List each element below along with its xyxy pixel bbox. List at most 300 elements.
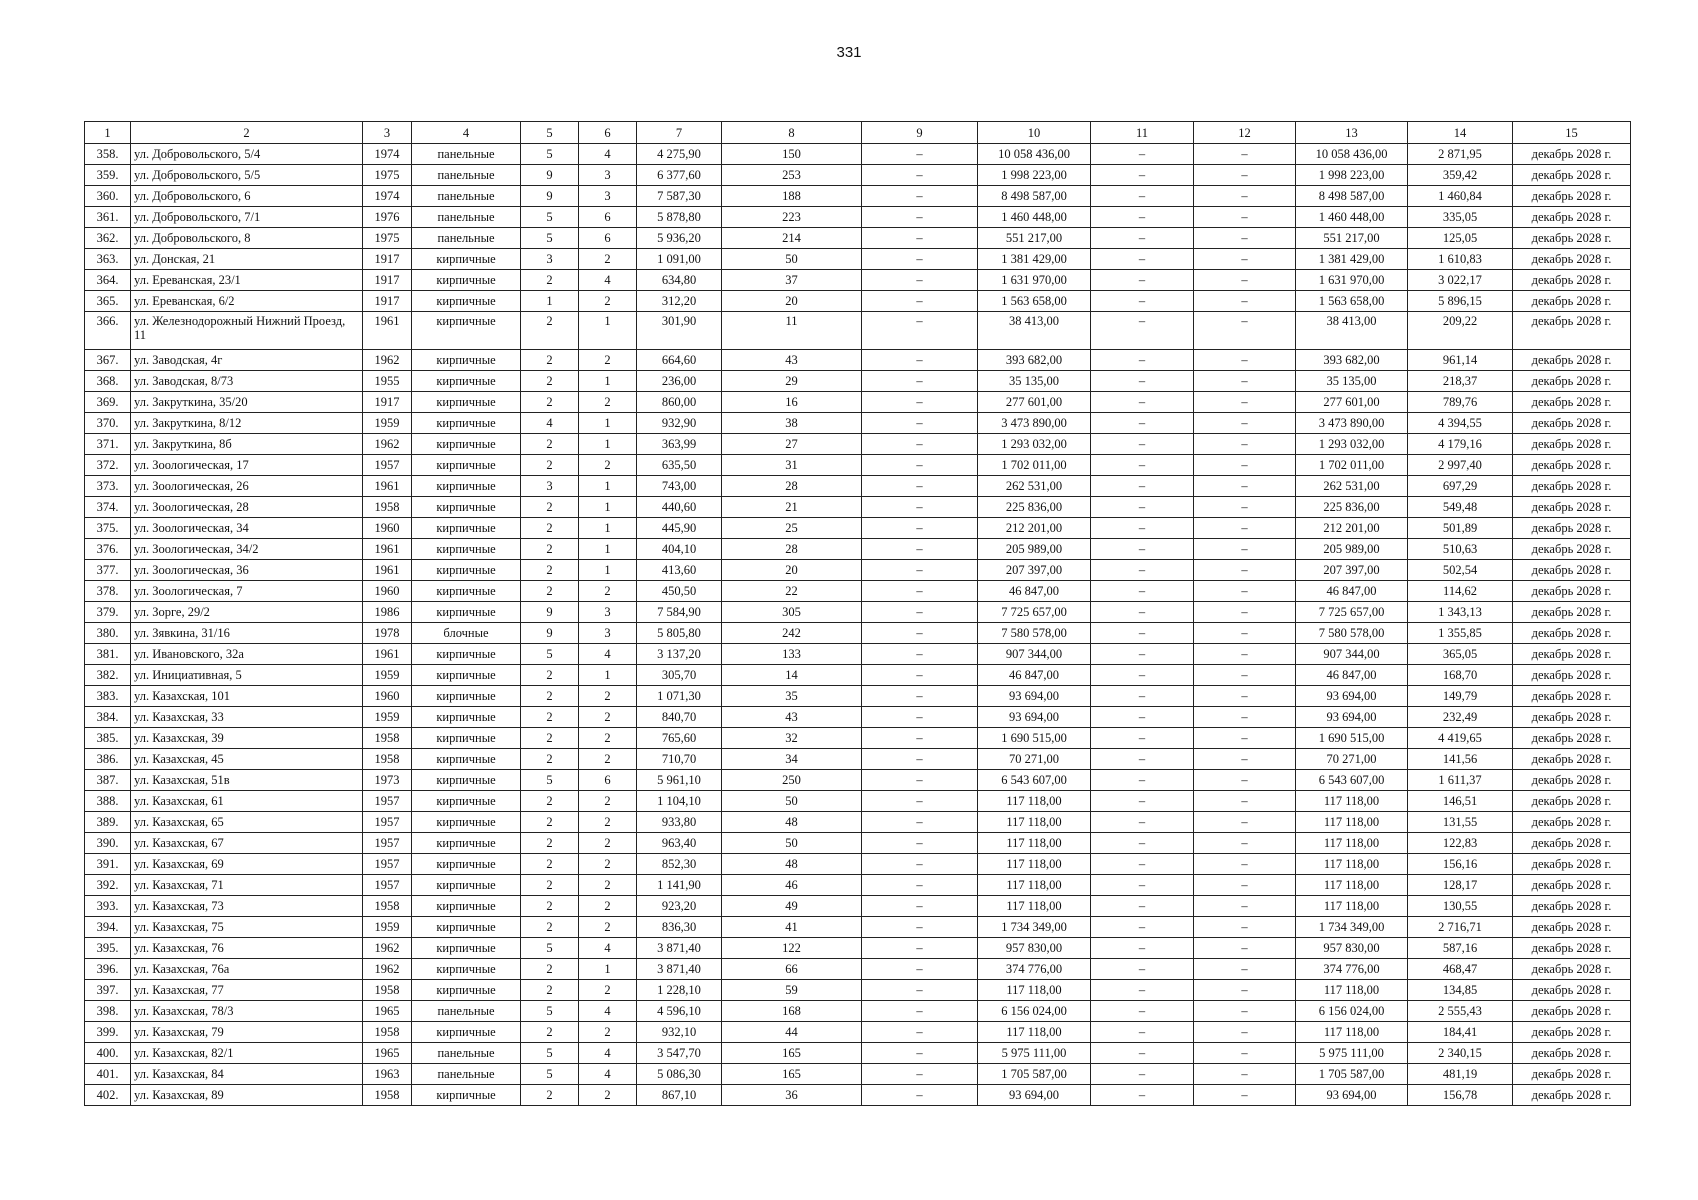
cell-col-11: – (1091, 602, 1194, 623)
cell-residents: 44 (722, 1022, 862, 1043)
cell-total-area: 4 596,10 (637, 1001, 722, 1022)
cell-col-9: – (862, 770, 978, 791)
cell-col-11: – (1091, 1064, 1194, 1085)
cell-floors: 5 (521, 1001, 579, 1022)
cell-col-9: – (862, 207, 978, 228)
cell-deadline: декабрь 2028 г. (1513, 644, 1631, 665)
cell-col-10: 207 397,00 (978, 560, 1091, 581)
cell-floors: 2 (521, 833, 579, 854)
cell-col-13: 393 682,00 (1296, 350, 1408, 371)
cell-address: ул. Казахская, 71 (131, 875, 363, 896)
cell-address: ул. Казахская, 69 (131, 854, 363, 875)
cell-col-10: 551 217,00 (978, 228, 1091, 249)
cell-row-number: 387. (85, 770, 131, 791)
cell-col-10: 93 694,00 (978, 1085, 1091, 1106)
table-row (85, 186, 1631, 207)
cell-year-built: 1917 (363, 291, 412, 312)
cell-col-11: – (1091, 186, 1194, 207)
cell-total-area: 743,00 (637, 476, 722, 497)
cell-col-12: – (1194, 270, 1296, 291)
cell-row-number: 389. (85, 812, 131, 833)
cell-col-14: 3 022,17 (1408, 270, 1513, 291)
cell-total-area: 5 086,30 (637, 1064, 722, 1085)
cell-address: ул. Заводская, 8/73 (131, 371, 363, 392)
cell-address: ул. Казахская, 77 (131, 980, 363, 1001)
cell-residents: 28 (722, 476, 862, 497)
cell-deadline: декабрь 2028 г. (1513, 350, 1631, 371)
cell-floors: 2 (521, 434, 579, 455)
cell-wall-material: кирпичные (412, 497, 521, 518)
cell-residents: 35 (722, 686, 862, 707)
cell-year-built: 1957 (363, 791, 412, 812)
cell-col-10: 1 631 970,00 (978, 270, 1091, 291)
cell-entrances: 1 (579, 665, 637, 686)
cell-entrances: 2 (579, 917, 637, 938)
cell-col-13: 117 118,00 (1296, 896, 1408, 917)
cell-deadline: декабрь 2028 г. (1513, 144, 1631, 165)
cell-entrances: 2 (579, 812, 637, 833)
cell-floors: 2 (521, 392, 579, 413)
cell-col-12: – (1194, 560, 1296, 581)
cell-year-built: 1917 (363, 392, 412, 413)
cell-col-10: 117 118,00 (978, 854, 1091, 875)
cell-wall-material: кирпичные (412, 312, 521, 350)
cell-entrances: 1 (579, 434, 637, 455)
cell-entrances: 3 (579, 602, 637, 623)
cell-floors: 2 (521, 791, 579, 812)
cell-residents: 66 (722, 959, 862, 980)
cell-col-13: 1 381 429,00 (1296, 249, 1408, 270)
cell-col-10: 277 601,00 (978, 392, 1091, 413)
cell-year-built: 1974 (363, 186, 412, 207)
cell-floors: 3 (521, 249, 579, 270)
cell-col-13: 551 217,00 (1296, 228, 1408, 249)
cell-col-12: – (1194, 249, 1296, 270)
cell-residents: 31 (722, 455, 862, 476)
cell-total-area: 710,70 (637, 749, 722, 770)
cell-col-11: – (1091, 270, 1194, 291)
cell-col-13: 8 498 587,00 (1296, 186, 1408, 207)
cell-address: ул. Казахская, 61 (131, 791, 363, 812)
cell-entrances: 6 (579, 207, 637, 228)
column-header-2: 2 (131, 122, 363, 144)
cell-deadline: декабрь 2028 г. (1513, 1085, 1631, 1106)
cell-deadline: декабрь 2028 г. (1513, 207, 1631, 228)
cell-total-area: 3 871,40 (637, 959, 722, 980)
cell-residents: 214 (722, 228, 862, 249)
column-header-7: 7 (637, 122, 722, 144)
cell-year-built: 1962 (363, 938, 412, 959)
cell-col-12: – (1194, 165, 1296, 186)
cell-col-11: – (1091, 665, 1194, 686)
cell-col-12: – (1194, 875, 1296, 896)
cell-col-9: – (862, 270, 978, 291)
cell-col-13: 117 118,00 (1296, 980, 1408, 1001)
cell-col-9: – (862, 476, 978, 497)
cell-total-area: 634,80 (637, 270, 722, 291)
cell-col-14: 501,89 (1408, 518, 1513, 539)
cell-row-number: 401. (85, 1064, 131, 1085)
cell-col-14: 2 340,15 (1408, 1043, 1513, 1064)
cell-year-built: 1976 (363, 207, 412, 228)
cell-deadline: декабрь 2028 г. (1513, 539, 1631, 560)
cell-floors: 5 (521, 144, 579, 165)
cell-wall-material: панельные (412, 1001, 521, 1022)
table-row (85, 581, 1631, 602)
cell-floors: 5 (521, 1064, 579, 1085)
cell-entrances: 2 (579, 1085, 637, 1106)
cell-col-13: 117 118,00 (1296, 833, 1408, 854)
cell-col-14: 549,48 (1408, 497, 1513, 518)
cell-col-9: – (862, 350, 978, 371)
cell-col-14: 2 871,95 (1408, 144, 1513, 165)
cell-wall-material: панельные (412, 186, 521, 207)
cell-col-14: 122,83 (1408, 833, 1513, 854)
table-row (85, 770, 1631, 791)
cell-deadline: декабрь 2028 г. (1513, 455, 1631, 476)
cell-total-area: 3 871,40 (637, 938, 722, 959)
cell-col-13: 225 836,00 (1296, 497, 1408, 518)
cell-address: ул. Добровольского, 7/1 (131, 207, 363, 228)
cell-entrances: 4 (579, 144, 637, 165)
cell-entrances: 2 (579, 749, 637, 770)
cell-col-13: 46 847,00 (1296, 665, 1408, 686)
cell-col-12: – (1194, 1085, 1296, 1106)
cell-col-13: 93 694,00 (1296, 686, 1408, 707)
cell-col-9: – (862, 959, 978, 980)
cell-col-13: 7 580 578,00 (1296, 623, 1408, 644)
cell-year-built: 1973 (363, 770, 412, 791)
cell-floors: 3 (521, 476, 579, 497)
cell-deadline: декабрь 2028 г. (1513, 665, 1631, 686)
cell-col-9: – (862, 665, 978, 686)
cell-col-14: 156,16 (1408, 854, 1513, 875)
cell-col-14: 232,49 (1408, 707, 1513, 728)
cell-wall-material: панельные (412, 1064, 521, 1085)
cell-year-built: 1958 (363, 1022, 412, 1043)
cell-deadline: декабрь 2028 г. (1513, 602, 1631, 623)
cell-total-area: 963,40 (637, 833, 722, 854)
cell-wall-material: кирпичные (412, 875, 521, 896)
cell-address: ул. Добровольского, 6 (131, 186, 363, 207)
cell-deadline: декабрь 2028 г. (1513, 1001, 1631, 1022)
cell-year-built: 1917 (363, 270, 412, 291)
cell-entrances: 2 (579, 707, 637, 728)
cell-col-10: 1 563 658,00 (978, 291, 1091, 312)
cell-deadline: декабрь 2028 г. (1513, 812, 1631, 833)
cell-floors: 9 (521, 602, 579, 623)
cell-col-10: 35 135,00 (978, 371, 1091, 392)
cell-col-13: 46 847,00 (1296, 581, 1408, 602)
cell-address: ул. Казахская, 65 (131, 812, 363, 833)
cell-col-10: 117 118,00 (978, 896, 1091, 917)
cell-col-14: 468,47 (1408, 959, 1513, 980)
cell-col-14: 2 555,43 (1408, 1001, 1513, 1022)
cell-deadline: декабрь 2028 г. (1513, 980, 1631, 1001)
cell-entrances: 2 (579, 249, 637, 270)
cell-col-10: 7 580 578,00 (978, 623, 1091, 644)
cell-address: ул. Добровольского, 5/5 (131, 165, 363, 186)
table-row (85, 917, 1631, 938)
cell-col-11: – (1091, 833, 1194, 854)
cell-row-number: 385. (85, 728, 131, 749)
cell-col-14: 2 997,40 (1408, 455, 1513, 476)
cell-col-14: 4 179,16 (1408, 434, 1513, 455)
cell-entrances: 1 (579, 959, 637, 980)
cell-residents: 34 (722, 749, 862, 770)
cell-col-9: – (862, 791, 978, 812)
cell-col-9: – (862, 228, 978, 249)
cell-total-area: 860,00 (637, 392, 722, 413)
cell-residents: 48 (722, 854, 862, 875)
cell-deadline: декабрь 2028 г. (1513, 1022, 1631, 1043)
cell-row-number: 361. (85, 207, 131, 228)
cell-col-13: 1 705 587,00 (1296, 1064, 1408, 1085)
cell-total-area: 932,10 (637, 1022, 722, 1043)
cell-row-number: 390. (85, 833, 131, 854)
cell-col-12: – (1194, 1064, 1296, 1085)
table-row (85, 1085, 1631, 1106)
cell-col-9: – (862, 854, 978, 875)
cell-col-9: – (862, 1022, 978, 1043)
cell-floors: 2 (521, 980, 579, 1001)
cell-col-12: – (1194, 602, 1296, 623)
cell-address: ул. Казахская, 79 (131, 1022, 363, 1043)
table-row (85, 1022, 1631, 1043)
cell-residents: 188 (722, 186, 862, 207)
column-header-14: 14 (1408, 122, 1513, 144)
cell-col-13: 374 776,00 (1296, 959, 1408, 980)
cell-col-12: – (1194, 749, 1296, 770)
cell-col-11: – (1091, 350, 1194, 371)
cell-entrances: 2 (579, 854, 637, 875)
table-row (85, 938, 1631, 959)
cell-col-11: – (1091, 581, 1194, 602)
cell-col-14: 1 460,84 (1408, 186, 1513, 207)
cell-row-number: 367. (85, 350, 131, 371)
cell-row-number: 368. (85, 371, 131, 392)
cell-col-12: – (1194, 644, 1296, 665)
cell-total-area: 440,60 (637, 497, 722, 518)
cell-floors: 2 (521, 854, 579, 875)
cell-col-10: 1 734 349,00 (978, 917, 1091, 938)
cell-floors: 2 (521, 497, 579, 518)
table-row (85, 392, 1631, 413)
table-row (85, 875, 1631, 896)
cell-col-13: 6 543 607,00 (1296, 770, 1408, 791)
cell-entrances: 1 (579, 413, 637, 434)
cell-address: ул. Зоологическая, 7 (131, 581, 363, 602)
cell-col-14: 168,70 (1408, 665, 1513, 686)
cell-residents: 29 (722, 371, 862, 392)
cell-entrances: 4 (579, 270, 637, 291)
cell-floors: 5 (521, 938, 579, 959)
cell-col-12: – (1194, 518, 1296, 539)
cell-row-number: 366. (85, 312, 131, 350)
cell-total-area: 445,90 (637, 518, 722, 539)
cell-total-area: 305,70 (637, 665, 722, 686)
cell-year-built: 1961 (363, 560, 412, 581)
column-header-9: 9 (862, 122, 978, 144)
cell-address: ул. Ивановского, 32а (131, 644, 363, 665)
cell-col-11: – (1091, 875, 1194, 896)
cell-col-12: – (1194, 665, 1296, 686)
table-body (85, 144, 1631, 1106)
cell-year-built: 1958 (363, 1085, 412, 1106)
cell-col-14: 146,51 (1408, 791, 1513, 812)
cell-col-12: – (1194, 959, 1296, 980)
cell-col-13: 1 702 011,00 (1296, 455, 1408, 476)
cell-row-number: 377. (85, 560, 131, 581)
cell-col-14: 961,14 (1408, 350, 1513, 371)
cell-floors: 5 (521, 770, 579, 791)
cell-col-10: 907 344,00 (978, 644, 1091, 665)
cell-col-14: 1 610,83 (1408, 249, 1513, 270)
cell-col-12: – (1194, 728, 1296, 749)
cell-col-12: – (1194, 770, 1296, 791)
cell-year-built: 1961 (363, 539, 412, 560)
cell-wall-material: кирпичные (412, 371, 521, 392)
cell-col-12: – (1194, 350, 1296, 371)
cell-deadline: декабрь 2028 г. (1513, 959, 1631, 980)
table-row (85, 749, 1631, 770)
cell-entrances: 2 (579, 291, 637, 312)
table-header (85, 122, 1631, 144)
cell-col-14: 156,78 (1408, 1085, 1513, 1106)
cell-address: ул. Казахская, 51в (131, 770, 363, 791)
column-header-4: 4 (412, 122, 521, 144)
cell-floors: 5 (521, 644, 579, 665)
cell-residents: 168 (722, 1001, 862, 1022)
cell-col-11: – (1091, 812, 1194, 833)
cell-floors: 2 (521, 1022, 579, 1043)
cell-total-area: 1 141,90 (637, 875, 722, 896)
cell-entrances: 1 (579, 518, 637, 539)
cell-residents: 36 (722, 1085, 862, 1106)
cell-year-built: 1958 (363, 497, 412, 518)
cell-row-number: 381. (85, 644, 131, 665)
cell-address: ул. Зоологическая, 28 (131, 497, 363, 518)
cell-floors: 2 (521, 728, 579, 749)
cell-row-number: 365. (85, 291, 131, 312)
cell-deadline: декабрь 2028 г. (1513, 165, 1631, 186)
cell-col-11: – (1091, 291, 1194, 312)
cell-deadline: декабрь 2028 г. (1513, 560, 1631, 581)
cell-address: ул. Закруткина, 35/20 (131, 392, 363, 413)
cell-col-11: – (1091, 1043, 1194, 1064)
cell-wall-material: панельные (412, 165, 521, 186)
cell-col-9: – (862, 518, 978, 539)
cell-col-10: 7 725 657,00 (978, 602, 1091, 623)
cell-residents: 27 (722, 434, 862, 455)
cell-col-12: – (1194, 812, 1296, 833)
cell-row-number: 358. (85, 144, 131, 165)
cell-col-9: – (862, 1064, 978, 1085)
cell-floors: 2 (521, 455, 579, 476)
cell-total-area: 413,60 (637, 560, 722, 581)
cell-wall-material: кирпичные (412, 413, 521, 434)
cell-col-12: – (1194, 686, 1296, 707)
cell-year-built: 1975 (363, 165, 412, 186)
cell-col-12: – (1194, 791, 1296, 812)
cell-col-10: 46 847,00 (978, 665, 1091, 686)
cell-address: ул. Казахская, 89 (131, 1085, 363, 1106)
cell-col-11: – (1091, 854, 1194, 875)
cell-deadline: декабрь 2028 г. (1513, 896, 1631, 917)
cell-wall-material: кирпичные (412, 686, 521, 707)
cell-col-11: – (1091, 686, 1194, 707)
cell-row-number: 397. (85, 980, 131, 1001)
cell-col-11: – (1091, 623, 1194, 644)
cell-residents: 150 (722, 144, 862, 165)
cell-residents: 50 (722, 249, 862, 270)
cell-col-13: 117 118,00 (1296, 812, 1408, 833)
cell-col-9: – (862, 371, 978, 392)
cell-year-built: 1978 (363, 623, 412, 644)
cell-col-11: – (1091, 476, 1194, 497)
cell-total-area: 7 587,30 (637, 186, 722, 207)
cell-year-built: 1958 (363, 749, 412, 770)
table-row (85, 1043, 1631, 1064)
cell-col-9: – (862, 1001, 978, 1022)
cell-address: ул. Казахская, 45 (131, 749, 363, 770)
cell-wall-material: кирпичные (412, 560, 521, 581)
cell-total-area: 1 091,00 (637, 249, 722, 270)
cell-col-12: – (1194, 455, 1296, 476)
cell-floors: 2 (521, 917, 579, 938)
cell-col-12: – (1194, 938, 1296, 959)
cell-deadline: декабрь 2028 г. (1513, 497, 1631, 518)
cell-wall-material: блочные (412, 623, 521, 644)
table-row (85, 686, 1631, 707)
cell-wall-material: кирпичные (412, 539, 521, 560)
cell-deadline: декабрь 2028 г. (1513, 518, 1631, 539)
cell-deadline: декабрь 2028 г. (1513, 749, 1631, 770)
cell-col-13: 1 734 349,00 (1296, 917, 1408, 938)
cell-col-11: – (1091, 249, 1194, 270)
cell-col-11: – (1091, 980, 1194, 1001)
cell-year-built: 1959 (363, 917, 412, 938)
cell-entrances: 1 (579, 539, 637, 560)
cell-col-14: 130,55 (1408, 896, 1513, 917)
table-row (85, 312, 1631, 350)
cell-wall-material: кирпичные (412, 959, 521, 980)
table-row (85, 1001, 1631, 1022)
cell-col-11: – (1091, 392, 1194, 413)
cell-col-13: 93 694,00 (1296, 707, 1408, 728)
column-header-1: 1 (85, 122, 131, 144)
cell-wall-material: панельные (412, 207, 521, 228)
table-row (85, 854, 1631, 875)
cell-col-9: – (862, 938, 978, 959)
cell-col-12: – (1194, 312, 1296, 350)
cell-total-area: 363,99 (637, 434, 722, 455)
cell-floors: 2 (521, 707, 579, 728)
cell-col-14: 2 716,71 (1408, 917, 1513, 938)
cell-col-10: 1 690 515,00 (978, 728, 1091, 749)
cell-year-built: 1961 (363, 644, 412, 665)
cell-col-14: 125,05 (1408, 228, 1513, 249)
cell-col-10: 8 498 587,00 (978, 186, 1091, 207)
table-row (85, 560, 1631, 581)
cell-col-13: 70 271,00 (1296, 749, 1408, 770)
cell-col-10: 117 118,00 (978, 1022, 1091, 1043)
cell-col-14: 4 419,65 (1408, 728, 1513, 749)
cell-col-13: 35 135,00 (1296, 371, 1408, 392)
cell-col-11: – (1091, 560, 1194, 581)
cell-deadline: декабрь 2028 г. (1513, 791, 1631, 812)
cell-col-13: 117 118,00 (1296, 791, 1408, 812)
